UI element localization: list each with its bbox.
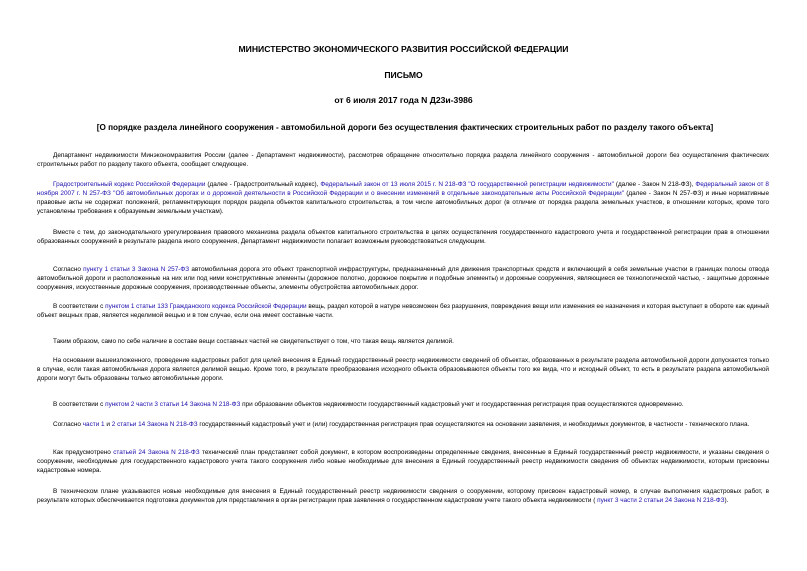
paragraph-1: [37, 152, 769, 170]
paragraph-text: (далее - Закон N 257-ФЗ) и иные нормативные правовые акты не содержат положений, регламентирующих порядок раздела объектов капитального строительства, в том числе автомобильных дорог (в отличие от порядка раздела земельных участков, в отношении которых, кроме того установлены требования к образуемым земельным участкам).: [37, 189, 769, 215]
legal-reference-link[interactable]: Федеральный закон от 8 ноября 2007 г. N 257-ФЗ "Об автомобильных дорогах и о дорожной деятельности в Российской Федерации и о внесении изменений в отдельные законодательные акты Российской Федерации": [37, 181, 769, 197]
paragraph-text: вещь, раздел которой в натуре невозможен без разрушения, повреждения вещи или изменения ее назначения и которая выступает в обороте как единый объект вещных прав, является неделимой вещью и в том случае, если она имеет составные части.: [37, 303, 769, 319]
ministry-heading: МИНИСТЕРСТВО ЭКОНОМИЧЕСКОГО РАЗВИТИЯ РОССИЙСКОЙ ФЕДЕРАЦИИ: [238, 44, 569, 54]
paragraph-3: [37, 229, 769, 247]
paragraph-text: (далее - Закон N 218-ФЗ),: [613, 181, 696, 188]
legal-reference-link[interactable]: пункту 1 статьи 3 Закона N 257-ФЗ: [83, 266, 190, 273]
legal-reference-link[interactable]: Градостроительный кодекс Российской Федерации: [53, 181, 206, 188]
paragraph-text: при образовании объектов недвижимости государственный кадастровый учет и государственная регистрация прав осуществляются одновременно.: [240, 401, 684, 408]
legal-reference-link[interactable]: пункт 3 части 2 статьи 24 Закона N 218-ФЗ: [597, 496, 725, 504]
paragraph-4: [37, 266, 769, 293]
legal-reference-link[interactable]: пунктом 1 статьи 133 Гражданского кодекса Российской Федерации: [105, 303, 307, 310]
paragraph-2: [37, 181, 769, 217]
paragraph-text: ).: [724, 496, 729, 504]
paragraph-text: Таким образом, само по себе наличие в составе вещи составных частей не свидетельствует о том, что такая вещь является делимой.: [53, 338, 454, 345]
legal-reference-link[interactable]: 2 статьи 14 Закона N 218-ФЗ: [111, 421, 198, 428]
paragraph-5: [37, 303, 769, 321]
legal-reference-link[interactable]: части 1: [82, 421, 105, 428]
paragraph-text: В техническом плане указываются новые необходимые для внесения в Единый государственный реестр недвижимости сведения о сооружении, которому присвоен кадастровый номер, в случае выполнения кадастровых работ, в результате которых обеспечивается подготовка документов для представления в орган регистрации прав заявления о государственном кадастровом учете такого объекта недвижимости (: [37, 488, 769, 504]
paragraph-text: На основании вышеизложенного, проведение кадастровых работ для целей внесения в Единый государственный реестр недвижимости сведений об объектах, образованных в результате раздела автомобильной дороги допускается только в случае, если такая автомобильная дорога является делимой вещью. Кроме того, в результате преобразования исходного объекта образовываются объекты того же вида, что и исходный объект, то есть в результате раздела автомобильной дороги могут быть образованы только автомобильные дороги.: [37, 357, 769, 382]
document-type: ПИСЬМО: [384, 70, 423, 80]
paragraph-text: Как предусмотрено: [53, 449, 114, 456]
paragraph-10: [37, 449, 769, 476]
paragraph-text: государственный кадастровый учет и (или) государственная регистрация прав осуществляются на основании заявления, и необходимых документов, в частности - технического плана.: [197, 421, 750, 428]
paragraph-6: [37, 338, 769, 347]
legal-reference-link[interactable]: пунктом 2 части 3 статьи 14 Закона N 218-ФЗ: [105, 401, 241, 408]
paragraph-text: В соответствии с: [53, 401, 106, 408]
paragraph-11: [37, 488, 769, 506]
paragraph-text: автомобильная дорога это объект транспортной инфраструктуры, предназначенный для движения транспортных средств и включающий в себя земельные участки в границах полосы отвода автомобильной дороги и расположенные на них или под ними конструктивные элементы (дорожное полотно, дорожное покрытие и подобные элементы) и дорожные сооружения, являющиеся ее технологической частью, - защитные дорожные сооружения, искусственные дорожные сооружения, производственные объекты, элементы обустройства автомобильных дорог.: [37, 266, 770, 291]
paragraph-text: и: [104, 421, 112, 428]
paragraph-7: [37, 357, 769, 384]
paragraph-8: [37, 401, 769, 410]
legal-reference-link[interactable]: статьей 24 Закона N 218-ФЗ: [113, 449, 200, 456]
paragraph-9: [37, 421, 769, 430]
paragraph-text: (далее - Градостроительный кодекс),: [205, 181, 321, 188]
paragraph-text: В соответствии с: [53, 303, 106, 310]
paragraph-text: Департамент недвижимости Минэкономразвития России (далее - Департамент недвижимости), рассмотрев обращение относительно порядка раздела линейного сооружения - автомобильной дороги без осуществления фактических строительных работ по разделу такого объекта, сообщает следующее.: [37, 152, 769, 168]
paragraph-text: технический план представляет собой документ, в котором воспроизведены определенные сведения, внесенные в Единый государственный реестр недвижимости, и указаны сведения о сооружении, необходимые для государственного кадастрового учета такого сооружения либо новые необходимые для внесения в Единый государственный реестр недвижимости сведения об объектах недвижимости, которым присвоены кадастровые номера.: [37, 449, 769, 474]
document-subject: [О порядке раздела линейного сооружения - автомобильной дороги без осуществления фактических строительных работ по разделу такого объекта]: [96, 123, 714, 132]
paragraph-text: Согласно: [53, 266, 84, 273]
paragraph-text: Согласно: [53, 421, 83, 428]
document-date-number: от 6 июля 2017 года N Д23и-3986: [334, 95, 473, 105]
legal-reference-link[interactable]: Федеральный закон от 13 июля 2015 г. N 218-ФЗ "О государственной регистрации недвижимости": [320, 181, 614, 188]
paragraph-text: Вместе с тем, до законодательного урегулирования правового механизма раздела объектов капитального строительства в целях осуществления государственного кадастрового учета и государственной регистрации прав в отношении образованных сооружений в результате раздела иного сооружения, Департамент недвижимости полагает возможным руководствоваться следующим.: [37, 229, 769, 245]
